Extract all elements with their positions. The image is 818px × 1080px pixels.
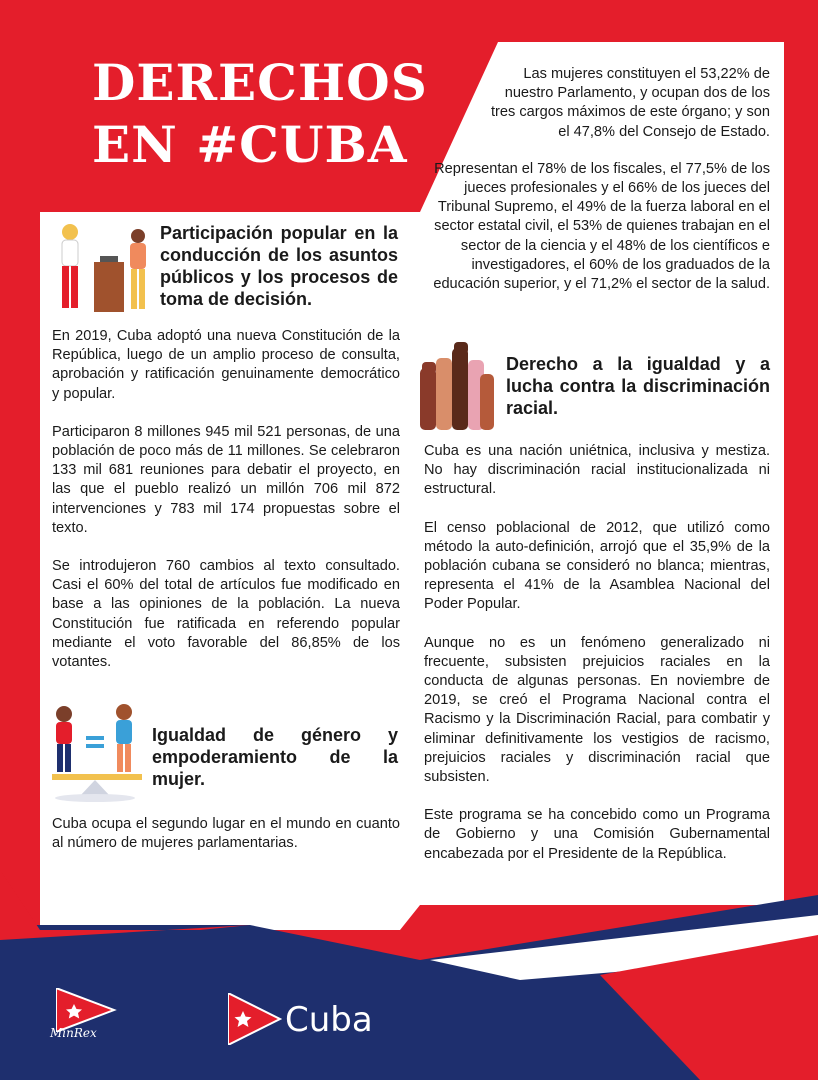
- paragraph-uniethnic: Cuba es una nación uniétnica, inclusiva y mestiza. No hay discriminación racial institucionalizada ni estructural.: [424, 443, 770, 498]
- section-participation-title: Participación popular en la conducción de los asuntos públicos y los procesos de toma de decisión.: [160, 223, 398, 309]
- title-line-2: EN #CUBA: [92, 115, 408, 174]
- paragraph-changes: Se introdujeron 760 cambios al texto consultado. Casi el 60% del total de artículos fue modificado en base a las opiniones de la población. La nueva Constitución fue ratificada en referendo popular mediante el voto favorable del 86,85% de los votantes.: [52, 558, 400, 671]
- paragraph-women-parliament: Las mujeres constituyen el 53,22% de nuestro Parlamento, y ocupan dos de los tres cargos máximos de este órgano; y son el 47,8% del Consejo de Estado.: [490, 66, 770, 140]
- voting-people-icon: [52, 220, 154, 316]
- title-line-1: DERECHOS: [92, 53, 428, 112]
- right-column-racial: [424, 442, 770, 864]
- paragraph-women-parliamentarians: Cuba ocupa el segundo lugar en el mundo en cuanto al número de mujeres parlamentarias.: [52, 816, 400, 852]
- paragraph-constitution-2019: En 2019, Cuba adoptó una nueva Constitución de la República, luego de un amplio proceso de consulta, aprobación y ratificación genuinamente democrático y popular.: [52, 328, 400, 402]
- cuba-label: Cuba: [285, 1000, 373, 1040]
- paragraph-women-judges: Representan el 78% de los fiscales, el 77,5% de los jueces profesionales y el 66% de los jueces del Tribunal Supremo, el 49% de la fuerza laboral en el sector estatal civil, el 53% de quienes trabajan en el sector de la ciencia y el 48% de los científicos e investigadores, el 60% de los graduados de la educación superior, y el 71,2% el sector de la salud.: [433, 160, 770, 293]
- section-participation-heading: [160, 222, 398, 310]
- gender-equality-icon: [42, 700, 148, 804]
- section-racial-title: Derecho a la igualdad y a lucha contra la discriminación racial.: [506, 354, 770, 418]
- section-gender-heading: [152, 724, 398, 790]
- minrex-signature: MinRex: [50, 1026, 97, 1040]
- left-column-gender: [52, 815, 400, 853]
- section-gender-title: Igualdad de género y empoderamiento de la mujer.: [152, 725, 398, 789]
- paragraph-prejudice: Aunque no es un fenómeno generalizado ni frecuente, subsisten prejuicios raciales en la conducta de algunas personas. En noviembre de 2019, se creó el Programa Nacional contra el Racismo y la Discriminación Racial, para combatir y eliminar definitivamente los vestigios de racismo, prejuicios raciales y discriminación racial que subsisten.: [424, 634, 770, 786]
- paragraph-participants: Participaron 8 millones 945 mil 521 personas, de una población de poco más de 11 millones. Se celebraron 133 mil 681 reuniones para debatir el proyecto, en las que el pueblo realizó un millón 706 mil 872 intervenciones y 783 mil 174 propuestas sobre el texto.: [52, 423, 400, 536]
- paragraph-census: El censo poblacional de 2012, que utilizó como método la auto-definición, arrojó que el 35,9% de la población cubana se consideró no blanca; mientras, representa el 41% de la Asamblea Nacional del Poder Popular.: [424, 519, 770, 613]
- section-racial-heading: [506, 353, 770, 419]
- right-column-intro: [424, 65, 770, 294]
- page-title: [92, 52, 428, 176]
- paragraph-program: Este programa se ha concebido como un Programa de Gobierno y una Comisión Gubernamental encabezada por el Presidente de la República.: [424, 807, 770, 862]
- raised-fists-icon: [414, 340, 498, 432]
- left-column-participation: [52, 327, 400, 672]
- cuba-logo-icon: [228, 993, 282, 1045]
